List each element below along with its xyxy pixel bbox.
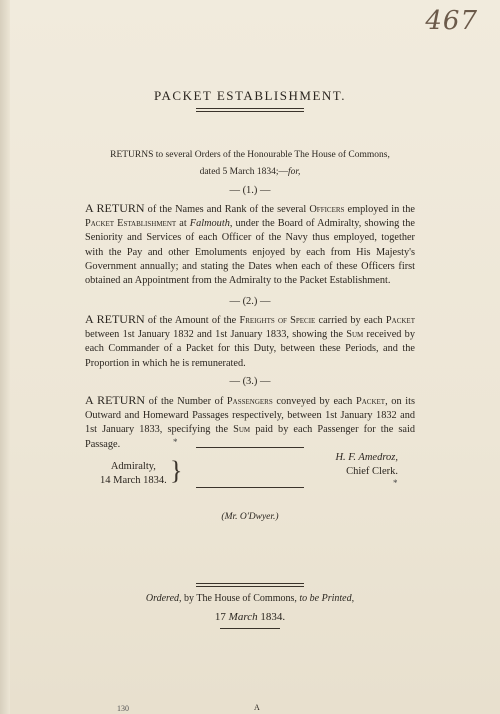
brace-mark: } (170, 456, 183, 485)
section-number-2: — (2.) — (229, 296, 271, 307)
signatory-name: H. F. Amedroz, (335, 452, 398, 463)
folio-number: 467 (425, 6, 478, 36)
signature-place: Admiralty, (110, 461, 156, 472)
mover-name: (Mr. O'Dwyer.) (221, 512, 279, 522)
signature-rule-bottom (196, 487, 304, 488)
intro-line-1: RETURNS to several Orders of the Honourable The House of Commons, (110, 150, 390, 160)
signature-date: 14 March 1834. (100, 475, 167, 486)
signatory-role: Chief Clerk. (346, 466, 398, 477)
section-number-3: — (3.) — (229, 376, 271, 387)
order-date-rule (220, 628, 280, 629)
ink-speck: * (173, 437, 178, 447)
order-rule-bottom (196, 586, 304, 587)
printing-order: Ordered, by The House of Commons, to be Printed, (145, 593, 355, 604)
title-rule-top (196, 108, 304, 109)
title-rule-bottom (196, 111, 304, 112)
intro-text (100, 147, 400, 181)
signature-mark: A (254, 703, 260, 712)
return-paragraph-1: A RETURN of the Names and Rank of the several Officers employed in the Packet Establishment at Falmouth, under the Board of Admiralty, showing the Seniority and Services of each Officer of the Navy thus employed, together with the Pay and other Emoluments enjoyed by each from His Majesty's Government annually; and stating the Dates when each of these Officers first obtained an Appointment from the Admiralty to the Packet Establishment. (85, 201, 415, 287)
return-paragraph-3: A RETURN of the Number of Passengers conveyed by each Packet, on its Outward and Homeward Passages respectively, between 1st January 1832 and 1st January 1833, specifying the Sum paid by each Passenger for the said Passage. (85, 393, 415, 450)
signature-place-date (100, 460, 167, 488)
page-number: 130 (117, 704, 129, 713)
binding-edge (0, 0, 10, 714)
ink-speck-2: * (393, 478, 398, 488)
signature-rule-top (196, 447, 304, 448)
printing-order-date: 17 March 1834. (214, 611, 286, 623)
intro-line-2: dated 5 March 1834;—for, (199, 167, 301, 177)
document-title: PACKET ESTABLISHMENT. (153, 88, 346, 103)
return-paragraph-2: A RETURN of the Amount of the Freights of Specie carried by each Packet between 1st January 1832 and 1st January 1833, showing the Sum received by each Commander of a Packet for this Duty, between these Periods, and the Proportion in which he is remunerated. (85, 312, 415, 369)
section-number-1: — (1.) — (229, 185, 271, 196)
order-rule-top (196, 583, 304, 584)
signatory (318, 451, 398, 479)
